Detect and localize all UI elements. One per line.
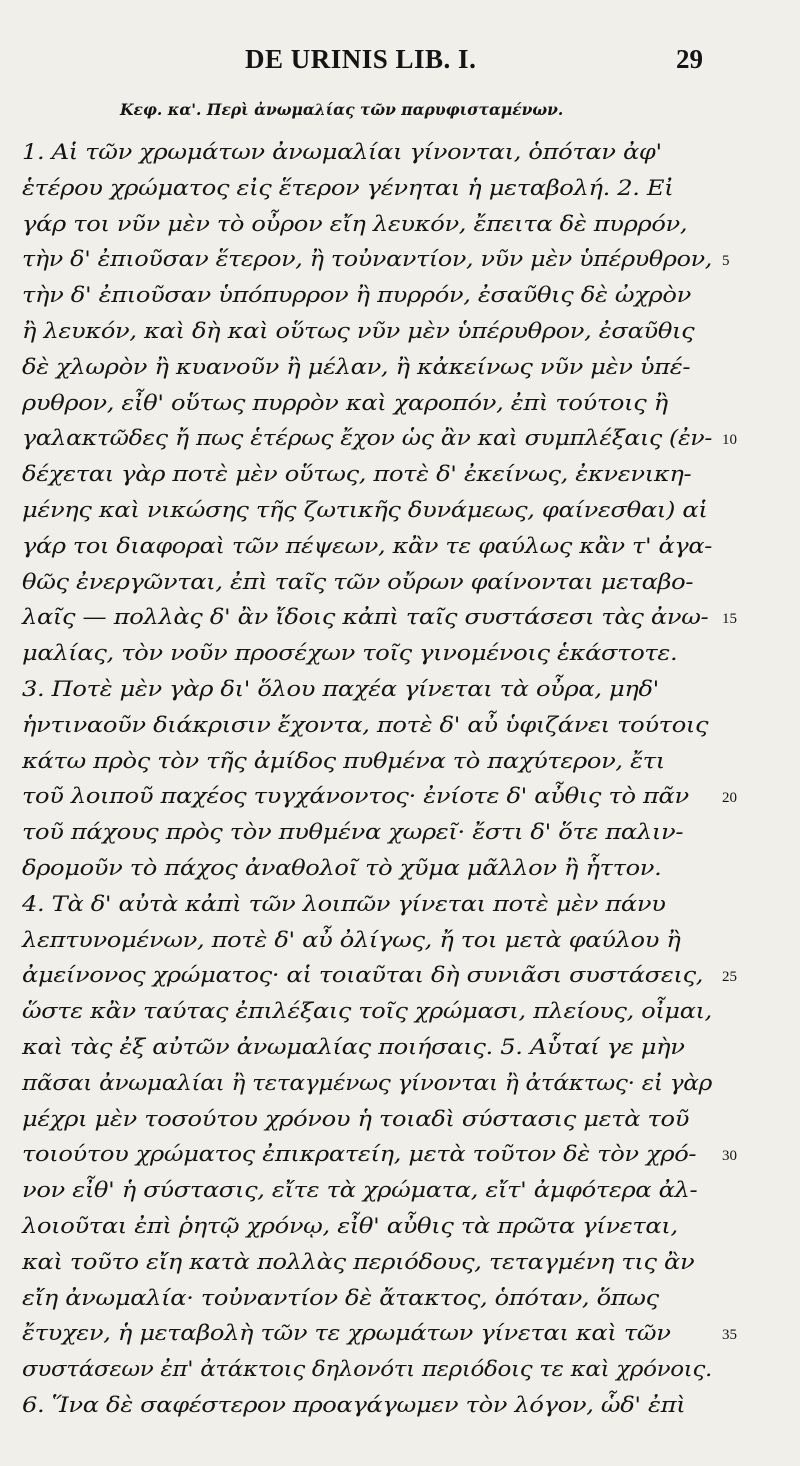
line-text: ἑτέρου χρώματος εἰς ἕτερον γένηται ἡ μεταβολή. 2. Εἰ	[22, 175, 674, 200]
line-text: ἀμείνονος χρώματος· αἱ τοιαῦται δὴ συνιᾶσι συστάσεις,	[22, 963, 704, 988]
line-text: ἢ λευκόν, καὶ δὴ καὶ οὕτως νῦν μὲν ὑπέρυθρον, ἐσαῦθις	[22, 319, 695, 343]
text-line	[0, 534, 800, 570]
running-head-title: DE URINIS LIB. I.	[245, 44, 477, 74]
text-line	[0, 391, 800, 427]
line-text: λαῖς — πολλὰς δ' ἂν ἴδοις κἀπὶ ταῖς συστάσεσι τὰς ἀνω-	[22, 605, 709, 630]
text-line	[0, 856, 800, 892]
text-line	[0, 641, 800, 677]
line-text: μαλίας, τὸν νοῦν προσέχων τοῖς γινομένοις ἑκάστοτε.	[22, 641, 678, 666]
text-line	[0, 1286, 800, 1322]
text-line	[0, 1250, 800, 1286]
text-line	[0, 212, 800, 248]
text-line	[0, 319, 800, 355]
line-text: τὴν δ' ἐπιοῦσαν ὑπόπυρρον ἢ πυρρόν, ἐσαῦθις δὲ ὠχρὸν	[22, 283, 691, 308]
running-head	[0, 44, 800, 84]
chapter-heading: Κεφ. κα'. Περὶ ἀνωμαλίας τῶν παρυφισταμένων.	[120, 100, 564, 119]
line-text: γαλακτῶδες ἤ πως ἑτέρως ἔχον ὡς ἂν καὶ συμπλέξαις (ἐν-	[22, 426, 713, 451]
text-line	[0, 498, 800, 534]
line-text: λοιοῦται ἐπὶ ῥητῷ χρόνῳ, εἶθ' αὖθις τὰ πρῶτα γίνεται,	[22, 1214, 678, 1238]
line-text: 3. Ποτὲ μὲν γὰρ δι' ὅλου παχέα γίνεται τὰ οὖρα, μηδ'	[22, 677, 659, 701]
text-line	[0, 1214, 800, 1250]
line-number: 10	[722, 432, 737, 449]
line-text: θῶς ἐνεργῶνται, ἐπὶ ταῖς τῶν οὔρων φαίνονται μεταβο-	[22, 569, 694, 594]
line-text: πᾶσαι ἀνωμαλίαι ἢ τεταγμένως γίνονται ἢ ἀτάκτως· εἰ γὰρ	[22, 1070, 712, 1095]
text-line	[0, 462, 800, 498]
line-text: ἡντιναοῦν διάκρισιν ἔχοντα, ποτὲ δ' αὖ ὑφιζάνει τούτοις	[22, 712, 709, 737]
line-text: γάρ τοι διαφοραὶ τῶν πέψεων, κἂν τε φαύλως κἂν τ' ἀγα-	[22, 533, 713, 558]
line-number: 5	[722, 253, 730, 270]
text-line	[0, 677, 800, 713]
text-line	[0, 570, 800, 606]
text-line	[0, 176, 800, 212]
text-line	[0, 1393, 800, 1429]
line-text: τοῦ λοιποῦ παχέος τυγχάνοντος· ἐνίοτε δ' αὖθις τὸ πᾶν	[22, 784, 689, 809]
line-text: νον εἶθ' ἡ σύστασις, εἴτε τὰ χρώματα, εἴτ' ἀμφότερα ἀλ-	[22, 1178, 698, 1203]
text-line	[0, 1071, 800, 1107]
line-text: δρομοῦν τὸ πάχος ἀναθολοῖ τὸ χῦμα μᾶλλον ἢ ἧττον.	[22, 856, 662, 880]
line-text: 6. Ἵνα δὲ σαφέστερον προαγάγωμεν τὸν λόγον, ὧδ' ἐπὶ	[22, 1393, 686, 1417]
text-line	[0, 784, 800, 820]
line-text: καὶ τοῦτο εἴη κατὰ πολλὰς περιόδους, τεταγμένη τις ἂν	[22, 1249, 695, 1274]
line-text: ὥστε κἂν ταύτας ἐπιλέξαις τοῖς χρώμασι, πλείους, οἶμαι,	[22, 999, 712, 1024]
text-line	[0, 247, 800, 283]
line-text: εἴη ἀνωμαλία· τοὐναντίον δὲ ἄτακτος, ὁπόταν, ὅπως	[22, 1285, 659, 1310]
text-line	[0, 140, 800, 176]
text-line	[0, 892, 800, 928]
line-number: 25	[722, 969, 737, 986]
line-text: κάτω πρὸς τὸν τῆς ἀμίδος πυθμένα τὸ παχύτερον, ἔτι	[22, 748, 665, 773]
line-text: μέχρι μὲν τοσούτου χρόνου ἡ τοιαδὶ σύστασις μετὰ τοῦ	[22, 1106, 690, 1131]
text-line	[0, 749, 800, 785]
line-text: ἔτυχεν, ἡ μεταβολὴ τῶν τε χρωμάτων γίνεται καὶ τῶν	[22, 1321, 671, 1346]
line-number: 35	[722, 1327, 737, 1344]
line-text: συστάσεων ἐπ' ἀτάκτοις δηλονότι περιόδοις τε καὶ χρόνοις.	[22, 1357, 712, 1382]
text-line	[0, 713, 800, 749]
line-number: 20	[722, 790, 737, 807]
text-line	[0, 820, 800, 856]
text-line	[0, 1035, 800, 1071]
line-text: 4. Τὰ δ' αὐτὰ κἀπὶ τῶν λοιπῶν γίνεται ποτὲ μὲν πάνυ	[22, 891, 666, 916]
line-text: τοῦ πάχους πρὸς τὸν πυθμένα χωρεῖ· ἔστι δ' ὅτε παλιν-	[22, 820, 684, 845]
line-number: 15	[722, 611, 737, 628]
text-line	[0, 1107, 800, 1143]
line-text: καὶ τὰς ἐξ αὐτῶν ἀνωμαλίας ποιήσαις. 5. Αὗταί γε μὴν	[22, 1035, 685, 1059]
text-line	[0, 605, 800, 641]
text-line	[0, 1357, 800, 1393]
page-number: 29	[676, 44, 703, 74]
text-line	[0, 928, 800, 964]
text-line	[0, 426, 800, 462]
line-text: μένης καὶ νικώσης τῆς ζωτικῆς δυνάμεως, φαίνεσθαι) αἱ	[22, 498, 708, 522]
line-number: 30	[722, 1148, 737, 1165]
text-line	[0, 1178, 800, 1214]
line-text: τὴν δ' ἐπιοῦσαν ἕτερον, ἢ τοὐναντίον, νῦν μὲν ὑπέρυθρον,	[22, 247, 712, 272]
text-line	[0, 1142, 800, 1178]
line-text: 1. Αἱ τῶν χρωμάτων ἀνωμαλίαι γίνονται, ὁπόταν ἀφ'	[22, 140, 662, 164]
text-line	[0, 999, 800, 1035]
line-text: λεπτυνομένων, ποτὲ δ' αὖ ὀλίγως, ἤ τοι μετὰ φαύλου ἢ	[22, 927, 681, 952]
line-text: γάρ τοι νῦν μὲν τὸ οὖρον εἴη λευκόν, ἔπειτα δὲ πυρρόν,	[22, 211, 688, 236]
text-line	[0, 355, 800, 391]
text-line	[0, 283, 800, 319]
text-line	[0, 1321, 800, 1357]
line-text: δέχεται γὰρ ποτὲ μὲν οὕτως, ποτὲ δ' ἐκείνως, ἐκνενικη-	[22, 462, 692, 487]
text-line	[0, 963, 800, 999]
line-text: ρυθρον, εἶθ' οὕτως πυρρὸν καὶ χαροπόν, ἐπὶ τούτοις ἢ	[22, 390, 668, 415]
line-text: δὲ χλωρὸν ἢ κυανοῦν ἢ μέλαν, ἢ κἀκείνως νῦν μὲν ὑπέ-	[22, 354, 691, 379]
line-text: τοιούτου χρώματος ἐπικρατείη, μετὰ τοῦτον δὲ τὸν χρό-	[22, 1142, 697, 1167]
